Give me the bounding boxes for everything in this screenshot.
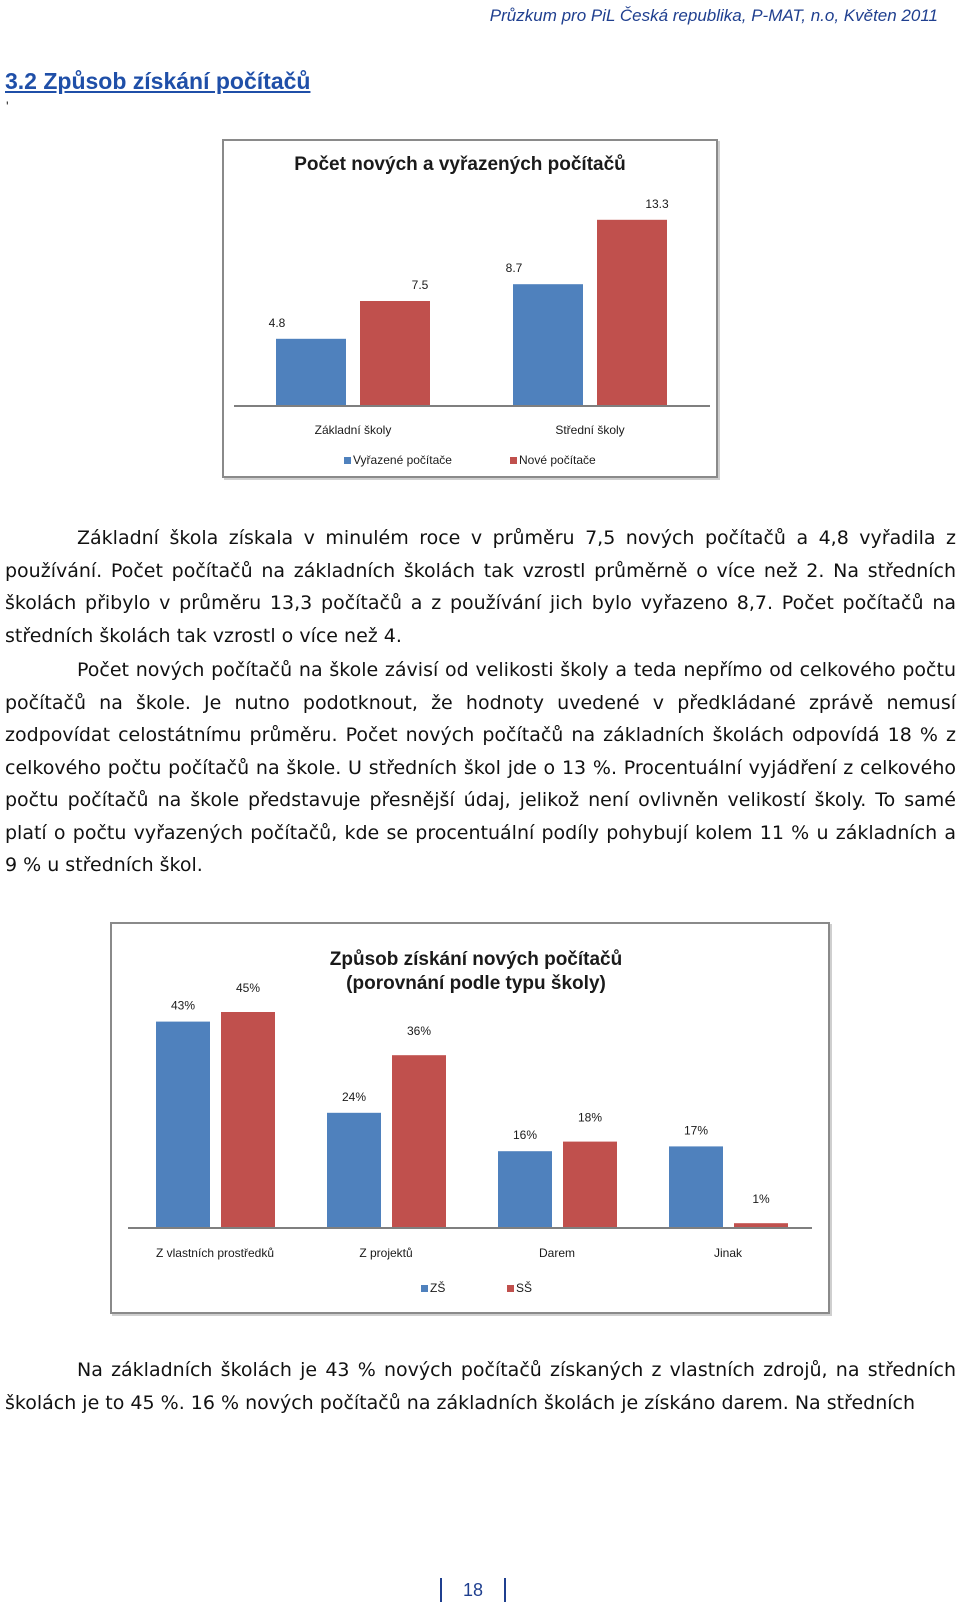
legend-label-ss: SŠ: [516, 1281, 533, 1295]
page-number: 18: [440, 1578, 506, 1602]
legend-label-zs: ZŠ: [430, 1281, 446, 1295]
data-label-ss-darem: 18%: [577, 1110, 603, 1125]
bar-vyrazene-pocitace-stredni-skoly: [513, 284, 583, 406]
paragraph-3: Na základních školách je 43 % nových počítačů získaných z vlastních zdrojů, na středních školách je to 45 %. 16 % nových počítačů na základních školách je získáno darem. Na středních: [5, 1359, 956, 1414]
data-label-ss-z-projektu: 36%: [406, 1024, 432, 1039]
category-label-jinak: Jinak: [713, 1246, 743, 1260]
data-label-ss-jinak: 1%: [752, 1192, 770, 1207]
data-label-ss-z-vlastnich-prostredku: 45%: [235, 981, 261, 995]
data-label-zs-z-projektu: 24%: [341, 1089, 367, 1104]
bar-nove-pocitace-stredni-skoly: [597, 220, 667, 406]
category-label-stredni-skoly: Střední školy: [555, 423, 625, 437]
bar-zs-z-projektu: [327, 1113, 381, 1228]
bar-ss-z-vlastnich-prostredku: [221, 1012, 275, 1228]
data-label-nove-pocitace-stredni-skoly: 13.3: [645, 196, 669, 211]
page-header: Průzkum pro PiL Česká republika, P-MAT, n.o, Květen 2011: [489, 6, 938, 25]
data-label-vyrazene-pocitace-zakladni-skoly: 4.8: [268, 315, 286, 330]
chart-title-line: (porovnání podle typu školy): [346, 973, 606, 994]
bar-zs-darem: [498, 1151, 552, 1228]
category-label-darem: Darem: [538, 1246, 576, 1260]
legend-label-vyrazene-pocitace: Vyřazené počítače: [353, 453, 452, 467]
category-label-z-vlastnich-prostredku: Z vlastních prostředků: [155, 1246, 275, 1260]
bar-zs-z-vlastnich-prostredku: [156, 1022, 210, 1228]
data-label-nove-pocitace-zakladni-skoly: 7.5: [411, 278, 429, 292]
chart-new-vs-discarded-svg: [224, 141, 716, 476]
legend-swatch-zs: [421, 1285, 428, 1292]
bar-ss-z-projektu: [392, 1055, 446, 1228]
stray-mark: ʹ: [6, 98, 9, 114]
paragraph-2: Počet nových počítačů na škole závisí od velikosti školy a teda nepřímo od celkového počtu počítačů na škole. Je nutno podotknout, že hodnoty uvedené v předkládané zprávě nemusí zodpovídat celostátnímu průměru. Počet nových počítačů na základních školách odpovídá 18 % z celkového počtu počítačů na škole. U středních škol jde o 13 %. Procentuální vyjádření z celkového počtu počítačů na škole představuje přesnější údaj, jelikož není ovlivněn velikostí školy. To samé platí o počtu vyřazených počítačů, kde se procentuální podíly pohybují kolem 11 % u základních a 9 % u středních škol.: [5, 659, 956, 876]
data-label-zs-jinak: 17%: [683, 1123, 709, 1138]
chart-title-line: Počet nových a vyřazených počítačů: [294, 154, 626, 175]
bar-vyrazene-pocitace-zakladni-skoly: [276, 339, 346, 406]
chart-acquisition-method: [110, 922, 830, 1314]
data-label-zs-z-vlastnich-prostredku: 43%: [170, 998, 196, 1013]
chart-acquisition-method-svg: [112, 924, 828, 1312]
chart-title-line: Způsob získání nových počítačů: [329, 949, 623, 970]
category-label-z-projektu: Z projektů: [359, 1246, 413, 1260]
chart-new-vs-discarded: [222, 139, 718, 478]
bar-zs-jinak: [669, 1146, 723, 1228]
category-label-zakladni-skoly: Základní školy: [314, 423, 392, 437]
data-label-zs-darem: 16%: [512, 1128, 538, 1143]
legend-swatch-ss: [507, 1285, 514, 1292]
legend-swatch-vyrazene-pocitace: [344, 457, 351, 464]
legend-label-nove-pocitace: Nové počítače: [519, 453, 596, 467]
section-title: 3.2 Způsob získání počítačů: [5, 68, 311, 94]
data-label-vyrazene-pocitace-stredni-skoly: 8.7: [505, 261, 523, 276]
bar-nove-pocitace-zakladni-skoly: [360, 301, 430, 406]
bar-ss-darem: [563, 1142, 617, 1228]
paragraph-1: Základní škola získala v minulém roce v průměru 7,5 nových počítačů a 4,8 vyřadila z používání. Počet počítačů na základních školách tak vzrostl průměrně o více než 2. Na středních školách přibylo v průměru 13,3 počítačů a z používání jich bylo vyřazeno 8,7. Počet počítačů na středních školách tak vzrostl o více než 4.: [5, 527, 956, 647]
legend-swatch-nove-pocitace: [510, 457, 517, 464]
